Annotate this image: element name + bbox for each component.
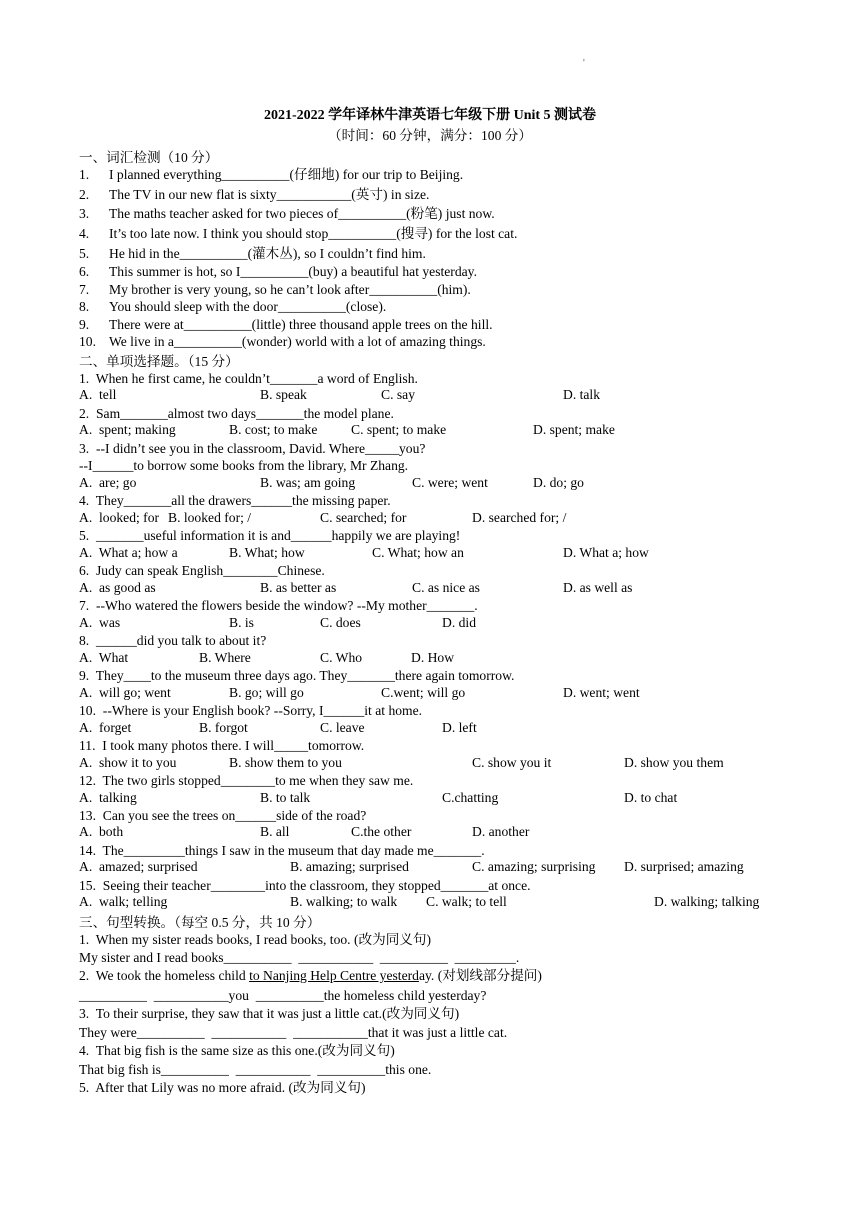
- option-b: B. all: [260, 824, 290, 839]
- option-d: D. How: [411, 650, 455, 665]
- option-b: B. show them to you: [229, 755, 342, 770]
- option-d: D. searched for; /: [472, 510, 567, 525]
- question: 10. --Where is your English book? --Sorry, I______it at home.: [79, 703, 423, 718]
- vocab-item: 9. There were at__________(little) three thousand apple trees on the hill.: [79, 317, 493, 332]
- vocab-item: 6. This summer is hot, so I__________(buy) a beautiful hat yesterday.: [79, 264, 477, 279]
- option-c: C. Who: [320, 650, 363, 665]
- page-subtitle: （时间：60 分钟，满分：100 分）: [328, 128, 532, 143]
- transform-answer: They were__________ ___________ ___________that it was just a little cat.: [79, 1025, 508, 1040]
- question: 15. Seeing their teacher________into the classroom, they stopped_______at once.: [79, 878, 531, 893]
- option-a: A. forget: [79, 720, 132, 735]
- option-b: B. amazing; surprised: [290, 859, 409, 874]
- option-a: A. tell: [79, 387, 117, 402]
- option-c: C.the other: [351, 824, 412, 839]
- question: 2. Sam_______almost two days_______the model plane.: [79, 406, 394, 421]
- option-c: C. amazing; surprising: [472, 859, 596, 874]
- question: 5. _______useful information it is and______happily we are playing!: [79, 528, 461, 543]
- option-b: B. speak: [260, 387, 307, 402]
- section-3-heading: 三、句型转换。（每空 0.5 分，共 10 分）: [79, 915, 321, 930]
- option-d: D. went; went: [563, 685, 640, 700]
- option-d: D. show you them: [624, 755, 724, 770]
- page-title: 2021-2022 学年译林牛津英语七年级下册 Unit 5 测试卷: [263, 108, 597, 123]
- vocab-item: 8. You should sleep with the door__________(close).: [79, 299, 387, 314]
- option-d: D. as well as: [563, 580, 633, 595]
- option-a: A. walk; telling: [79, 894, 168, 909]
- option-b: B. to talk: [260, 790, 311, 805]
- question: 12. The two girls stopped________to me when they saw me.: [79, 773, 414, 788]
- page-mark: ': [583, 58, 585, 69]
- option-d: D. left: [442, 720, 477, 735]
- question: 11. I took many photos there. I will_____tomorrow.: [79, 738, 365, 753]
- option-b: B. What; how: [229, 545, 305, 560]
- option-d: D. another: [472, 824, 530, 839]
- option-b: B. Where: [199, 650, 251, 665]
- option-a: A. spent; making: [79, 422, 176, 437]
- vocab-item: 5. He hid in the__________(灌木丛), so I couldn’t find him.: [79, 246, 426, 261]
- option-a: A. talking: [79, 790, 137, 805]
- vocab-item: 10. We live in a__________(wonder) world with a lot of amazing things.: [79, 334, 486, 349]
- option-a: A. looked; for: [79, 510, 160, 525]
- question: 8. ______did you talk to about it?: [79, 633, 267, 648]
- option-a: A. What a; how a: [79, 545, 178, 560]
- option-b: B. cost; to make: [229, 422, 318, 437]
- option-b: B. go; will go: [229, 685, 304, 700]
- option-a: A. are; go: [79, 475, 137, 490]
- option-b: B. as better as: [260, 580, 337, 595]
- option-a: A. was: [79, 615, 121, 630]
- option-a: A. show it to you: [79, 755, 177, 770]
- option-d: D. What a; how: [563, 545, 649, 560]
- vocab-item: 4. It’s too late now. I think you should stop__________(搜寻) for the lost cat.: [79, 226, 518, 241]
- question: 3. --I didn’t see you in the classroom, David. Where_____you?: [79, 441, 426, 456]
- vocab-item: 3. The maths teacher asked for two pieces of__________(粉笔) just now.: [79, 206, 495, 221]
- option-d: D. do; go: [533, 475, 584, 490]
- option-c: C. were; went: [412, 475, 488, 490]
- option-a: A. both: [79, 824, 124, 839]
- option-c: C. as nice as: [412, 580, 480, 595]
- transform-question: 1. When my sister reads books, I read books, too. (改为同义句): [79, 932, 431, 947]
- question: 13. Can you see the trees on______side of the road?: [79, 808, 367, 823]
- option-c: C. does: [320, 615, 361, 630]
- transform-answer: That big fish is__________ ___________ __________this one.: [79, 1062, 432, 1077]
- option-d: D. talk: [563, 387, 600, 402]
- question: 14. The_________things I saw in the museum that day made me_______.: [79, 843, 485, 858]
- option-c: C. walk; to tell: [426, 894, 507, 909]
- vocab-item: 1. I planned everything__________(仔细地) for our trip to Beijing.: [79, 167, 464, 182]
- option-c: C. leave: [320, 720, 365, 735]
- option-b: B. looked for; /: [168, 510, 252, 525]
- option-a: A. amazed; surprised: [79, 859, 198, 874]
- transform-question: 3. To their surprise, they saw that it was just a little cat.(改为同义句): [79, 1006, 460, 1021]
- option-b: B. walking; to walk: [290, 894, 398, 909]
- question: 7. --Who watered the flowers beside the window? --My mother_______.: [79, 598, 478, 613]
- option-c: C. show you it: [472, 755, 552, 770]
- option-b: B. forgot: [199, 720, 248, 735]
- option-a: A. What: [79, 650, 129, 665]
- question: 9. They____to the museum three days ago. They_______there again tomorrow.: [79, 668, 515, 683]
- option-a: A. will go; went: [79, 685, 171, 700]
- transform-question: 5. After that Lily was no more afraid. (改为同义句): [79, 1080, 366, 1095]
- underlined-phrase: to Nanjing Help Centre yesterd: [249, 968, 419, 983]
- option-c: C.went; will go: [381, 685, 466, 700]
- option-d: D. to chat: [624, 790, 678, 805]
- option-d: D. surprised; amazing: [624, 859, 744, 874]
- option-b: B. was; am going: [260, 475, 356, 490]
- option-c: C.chatting: [442, 790, 499, 805]
- section-1-heading: 一、词汇检测（10 分）: [79, 150, 219, 165]
- transform-answer: __________ ___________you __________the homeless child yesterday?: [79, 988, 487, 1003]
- option-c: C. spent; to make: [351, 422, 447, 437]
- option-c: C. searched; for: [320, 510, 407, 525]
- question-reply: --I______to borrow some books from the library, Mr Zhang.: [79, 458, 409, 473]
- transform-question: 2. We took the homeless child to Nanjing Help Centre yesterday. (对划线部分提问): [79, 968, 542, 983]
- option-c: C. say: [381, 387, 415, 402]
- option-a: A. as good as: [79, 580, 156, 595]
- transform-answer: My sister and I read books__________ ___________ __________ _________.: [79, 950, 520, 965]
- vocab-item: 7. My brother is very young, so he can’t look after__________(him).: [79, 282, 471, 297]
- transform-question: 4. That big fish is the same size as this one.(改为同义句): [79, 1043, 395, 1058]
- option-d: D. walking; talking: [654, 894, 760, 909]
- question: 1. When he first came, he couldn’t_______a word of English.: [79, 371, 418, 386]
- vocab-item: 2. The TV in our new flat is sixty___________(英寸) in size.: [79, 187, 430, 202]
- section-2-heading: 二、单项选择题。（15 分）: [79, 354, 239, 369]
- option-c: C. What; how an: [372, 545, 464, 560]
- question: 4. They_______all the drawers______the missing paper.: [79, 493, 391, 508]
- option-d: D. did: [442, 615, 476, 630]
- question: 6. Judy can speak English________Chinese.: [79, 563, 325, 578]
- option-d: D. spent; make: [533, 422, 615, 437]
- option-b: B. is: [229, 615, 254, 630]
